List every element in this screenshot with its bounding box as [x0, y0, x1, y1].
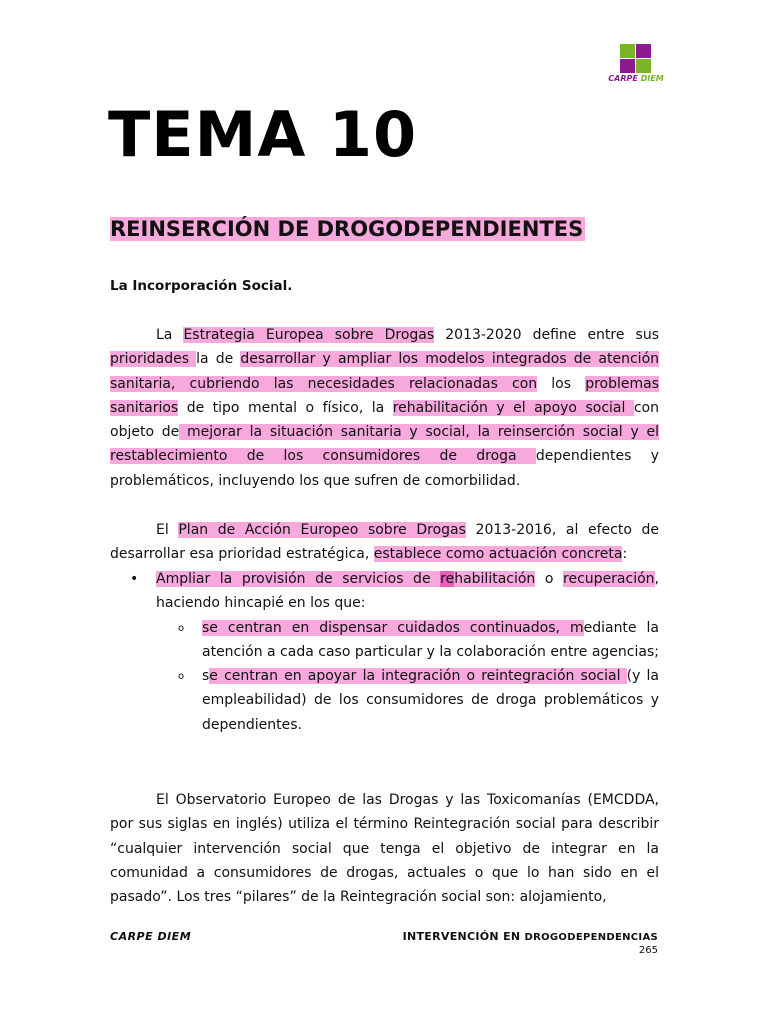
footer-right: INTERVENCIÓN EN DROGODEPENDENCIAS: [402, 930, 658, 943]
footer-left: CARPE DIEM: [110, 930, 192, 943]
paragraph-emcdda: El Observatorio Europeo de las Drogas y las Toxicomanías (EMCDDA, por sus siglas en inglés) utiliza el término Reintegración social para describir “cualquier intervención social que tenga el objetivo de integrar en la comunidad a consumidores de drogas, actuales o que lo han sido en el pasado”. Los tres “pilares” de la Reintegración social son: alojamiento,: [110, 792, 659, 906]
subheading: La Incorporación Social.: [110, 278, 293, 294]
logo-squares-icon: [620, 44, 652, 74]
logo-text: CARPE DIEM: [608, 74, 664, 83]
paragraph-plan-accion: El Plan de Acción Europeo sobre Drogas 2013-2016, al efecto de desarrollar esa prioridad estratégica, establece como actuación concreta:: [110, 522, 660, 563]
sub-list: [156, 616, 659, 737]
carpe-diem-logo: [606, 42, 666, 90]
list-item: o se centran en dispensar cuidados continuados, mediante la atención a cada caso particular y la colaboración entre agencias;: [156, 616, 659, 665]
chapter-title: TEMA 10: [108, 98, 418, 171]
list-item: o se centran en apoyar la integración o reintegración social (y la empleabilidad) de los consumidores de droga problemáticos y dependientes.: [156, 664, 659, 737]
section-title: REINSERCIÓN DE DROGODEPENDIENTES: [110, 217, 584, 241]
list-item: • Ampliar la provisión de servicios de rehabilitación o recuperación, haciendo hincapié en los que: o se centran en dispensar cuidados continuados, mediante la atención a cada caso particular y la colaboración entre agencias; o se centran en apoyar la integración o reintegración social (y la empleabilidad) de los consumidores de droga problemáticos y dependientes.: [110, 567, 659, 737]
bullet-list: [110, 567, 659, 737]
paragraph-estrategia: La Estrategia Europea sobre Drogas 2013-2020 define entre sus prioridades la de desarrollar y ampliar los modelos integrados de atención sanitaria, cubriendo las necesidades relacionadas con los problemas sanitarios de tipo mental o físico, la rehabilitación y el apoyo social con objeto de mejorar la situación sanitaria y social, la reinserción social y el restablecimiento de los consumidores de droga dependientes y problemáticos, incluyendo los que sufren de comorbilidad.: [110, 327, 660, 489]
page-number: 265: [638, 945, 658, 956]
